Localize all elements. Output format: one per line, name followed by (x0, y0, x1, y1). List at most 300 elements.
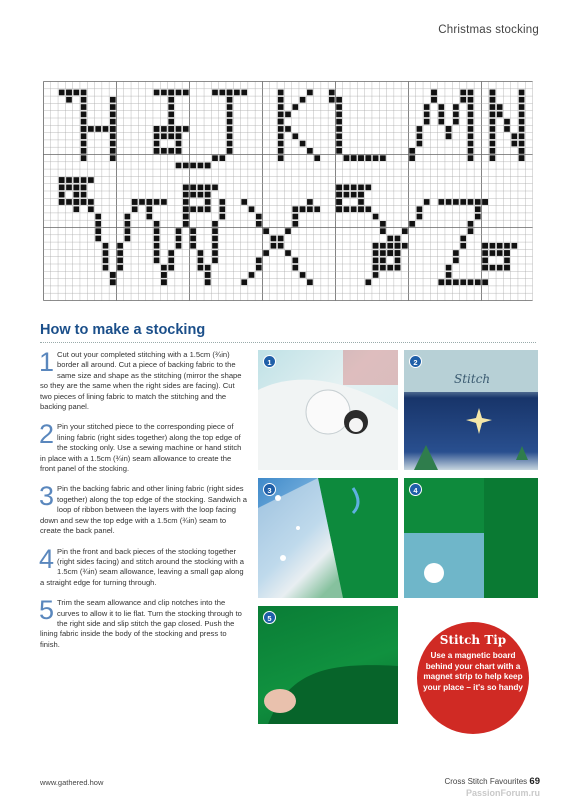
stitch-cell (519, 155, 525, 161)
stitch-cell (490, 97, 496, 103)
photo-step-2 (404, 350, 538, 470)
stitch-cell (263, 250, 269, 256)
stitch-cell (205, 192, 211, 198)
stitch-cell (468, 141, 474, 147)
stitch-cell (278, 141, 284, 147)
stitch-cell (241, 199, 247, 205)
stitch-cell (278, 90, 284, 96)
stitch-cell (161, 272, 167, 278)
stitch-cell (475, 199, 481, 205)
stitch-cell (380, 228, 386, 234)
stitch-cell (154, 133, 160, 139)
stitch-cell (205, 279, 211, 285)
stitch-cell (402, 228, 408, 234)
stitch-cell (519, 112, 525, 118)
stitch-cell (446, 272, 452, 278)
stitch-cell (103, 265, 109, 271)
stitch-cell (460, 243, 466, 249)
stitch-cell (468, 104, 474, 110)
stitch-cell (81, 126, 87, 132)
stitch-cell (475, 206, 481, 212)
photo-step-4 (404, 478, 538, 598)
stitch-cell (271, 243, 277, 249)
stitch-cell (176, 163, 182, 169)
stitch-cell (490, 104, 496, 110)
stitch-cell (504, 258, 510, 264)
stitch-cell (205, 265, 211, 271)
stitch-cell (278, 243, 284, 249)
stitch-cell (285, 126, 291, 132)
stitch-cell (110, 133, 116, 139)
stitch-cell (373, 243, 379, 249)
stitch-cell (183, 214, 189, 220)
stitch-cell (475, 214, 481, 220)
stitch-cell (387, 250, 393, 256)
stitch-cell (198, 250, 204, 256)
stitch-cell (212, 258, 218, 264)
stitch-cell (146, 199, 152, 205)
stitch-cell (125, 214, 131, 220)
stitch-cell (227, 133, 233, 139)
footer-website: www.gathered.how (40, 778, 104, 787)
stitch-cell (190, 206, 196, 212)
stitch-cell (95, 126, 101, 132)
stitch-cell (453, 199, 459, 205)
stitch-cell (161, 199, 167, 205)
stitch-cell (198, 265, 204, 271)
stitch-cell (329, 90, 335, 96)
stitch-cell (468, 221, 474, 227)
photo-step-1 (258, 350, 398, 470)
stitch-cell (110, 119, 116, 125)
stitch-cell (125, 228, 131, 234)
stitch-cell (95, 236, 101, 242)
stitch-cell (387, 236, 393, 242)
stitch-cell (103, 250, 109, 256)
step-text: Cut out your completed stitching with a 1.5cm (¾in) border all around. Cut a piece of backing fabric to the same size and shape as the stitching (mirror the shape so they are the same when the right sides are facing). Cut two pieces of lining fabric to match the stitching and the backing panel. (40, 350, 242, 412)
stitch-cell (219, 199, 225, 205)
stitch-cell (278, 236, 284, 242)
svg-text:Stitch: Stitch (454, 372, 491, 386)
stitch-cell (482, 279, 488, 285)
stitch-cell (365, 155, 371, 161)
stitch-cell (59, 185, 65, 191)
stitch-cell (336, 141, 342, 147)
stitch-cell (154, 236, 160, 242)
stitch-cell (336, 185, 342, 191)
stitch-cell (446, 126, 452, 132)
chart-grid-svg (40, 80, 536, 302)
stitch-cell (117, 243, 123, 249)
stitch-cell (219, 155, 225, 161)
stitch-cell (103, 243, 109, 249)
stitch-cell (490, 119, 496, 125)
stitch-cell (307, 148, 313, 154)
stitch-cell (59, 199, 65, 205)
stitch-cell (95, 228, 101, 234)
stitch-cell (161, 265, 167, 271)
stitch-cell (154, 141, 160, 147)
stitch-cell (351, 206, 357, 212)
stitch-cell (453, 279, 459, 285)
instruction-steps (39, 347, 248, 660)
stitch-cell (336, 126, 342, 132)
photo-number-badge: 4 (409, 483, 422, 496)
step-number: 3 (39, 481, 55, 512)
stitch-cell (125, 221, 131, 227)
stitch-cell (161, 90, 167, 96)
stitch-cell (198, 192, 204, 198)
stitch-cell (460, 90, 466, 96)
stitch-cell (438, 199, 444, 205)
stitch-cell (380, 155, 386, 161)
stitch-cell (176, 126, 182, 132)
step-text: Trim the seam allowance and clip notches into the curves to allow it to lie flat. Turn the stocking through to the right side and slip stitch the gap closed. Push the lining fabric inside the body of the stocking and press to finish. (40, 598, 242, 649)
stitch-cell (81, 177, 87, 183)
stitch-cell (176, 236, 182, 242)
stitch-cell (460, 199, 466, 205)
stitch-cell (409, 155, 415, 161)
stitch-cell (300, 272, 306, 278)
stitch-cell (66, 199, 72, 205)
stitch-cell (168, 112, 174, 118)
stitch-cell (176, 133, 182, 139)
stitch-cell (212, 228, 218, 234)
stitch-cell (205, 206, 211, 212)
tip-body: Use a magnetic board behind your chart with a magnet strip to help keep your place – it's so handy (423, 651, 523, 692)
stitch-cell (358, 199, 364, 205)
stitch-cell (446, 199, 452, 205)
cross-stitch-alphabet-chart (40, 80, 536, 302)
stitch-cell (482, 199, 488, 205)
stitch-cell (190, 192, 196, 198)
stitch-cell (490, 148, 496, 154)
stitch-cell (285, 250, 291, 256)
stitch-cell (81, 90, 87, 96)
stitch-cell (110, 141, 116, 147)
stitch-cell (351, 185, 357, 191)
photo-1-illustration (258, 350, 398, 470)
stitch-cell (212, 250, 218, 256)
stitch-cell (117, 265, 123, 271)
stitch-cell (417, 126, 423, 132)
stitch-cell (504, 250, 510, 256)
stitch-cell (292, 258, 298, 264)
stitch-cell (132, 199, 138, 205)
stitch-cell (168, 126, 174, 132)
stitch-cell (190, 185, 196, 191)
stitch-cell (81, 148, 87, 154)
stitch-cell (81, 192, 87, 198)
stitch-cell (66, 97, 72, 103)
stitch-cell (424, 199, 430, 205)
page-number: 69 (529, 776, 540, 787)
stitch-cell (285, 228, 291, 234)
stitch-cell (95, 214, 101, 220)
stitch-cell (73, 206, 79, 212)
stitch-cell (117, 258, 123, 264)
stitch-cell (497, 265, 503, 271)
stitch-cell (300, 97, 306, 103)
stitch-cell (256, 221, 262, 227)
stitch-cell (219, 90, 225, 96)
stitch-cell (95, 221, 101, 227)
stitch-cell (336, 133, 342, 139)
stitch-cell (161, 148, 167, 154)
stitch-cell (81, 141, 87, 147)
stitch-cell (497, 104, 503, 110)
stitch-cell (380, 243, 386, 249)
stitch-cell (497, 112, 503, 118)
stitch-cell (292, 104, 298, 110)
stitch-cell (314, 155, 320, 161)
stitch-cell (424, 104, 430, 110)
stitch-cell (190, 163, 196, 169)
tip-title: Stitch Tip (439, 633, 507, 647)
stitch-cell (88, 206, 94, 212)
stitch-cell (227, 119, 233, 125)
stitch-cell (380, 265, 386, 271)
stitch-tip-badge (417, 622, 529, 734)
stitch-cell (183, 163, 189, 169)
stitch-cell (519, 141, 525, 147)
stitch-cell (336, 104, 342, 110)
stitch-cell (358, 185, 364, 191)
stitch-cell (154, 243, 160, 249)
stitch-cell (307, 279, 313, 285)
stitch-cell (511, 133, 517, 139)
photo-2-illustration (404, 350, 538, 470)
stitch-cell (336, 112, 342, 118)
stitch-cell (424, 112, 430, 118)
stitch-cell (519, 104, 525, 110)
stitch-cell (256, 214, 262, 220)
stitch-cell (344, 185, 350, 191)
stitch-cell (110, 97, 116, 103)
stitch-cell (490, 155, 496, 161)
stitch-cell (300, 141, 306, 147)
stitch-cell (154, 90, 160, 96)
step-text: Pin the backing fabric and other lining fabric (right sides together) along the top edge of the stocking. Sandwich a loop of ribbon between the layers with the loop facing down and sew the top edge with a 1.5cm (¾in) seam to create the back panel. (40, 484, 248, 536)
stitch-cell (519, 90, 525, 96)
stitch-cell (307, 90, 313, 96)
stitch-cell (88, 126, 94, 132)
stitch-cell (73, 185, 79, 191)
stitch-cell (292, 206, 298, 212)
stitch-cell (431, 97, 437, 103)
stitch-cell (424, 119, 430, 125)
stitch-cell (183, 206, 189, 212)
stitch-cell (373, 258, 379, 264)
stitch-cell (358, 192, 364, 198)
stitch-cell (453, 258, 459, 264)
stitch-cell (490, 112, 496, 118)
stitch-cell (88, 177, 94, 183)
stitch-cell (81, 133, 87, 139)
stitch-cell (176, 243, 182, 249)
stitch-cell (468, 199, 474, 205)
stitch-cell (490, 243, 496, 249)
stitch-cell (402, 243, 408, 249)
stitch-cell (212, 90, 218, 96)
stitch-cell (176, 90, 182, 96)
stitch-cell (212, 243, 218, 249)
stitch-cell (395, 236, 401, 242)
stitch-cell (329, 97, 335, 103)
stitch-cell (519, 119, 525, 125)
step-number: 4 (39, 543, 55, 574)
stitch-cell (490, 126, 496, 132)
stitch-cell (73, 90, 79, 96)
stitch-cell (66, 185, 72, 191)
stitch-cell (482, 258, 488, 264)
stitch-cell (154, 148, 160, 154)
stitch-cell (490, 90, 496, 96)
stitch-cell (81, 155, 87, 161)
stitch-cell (409, 148, 415, 154)
stitch-cell (438, 112, 444, 118)
stitch-cell (227, 112, 233, 118)
stitch-cell (168, 90, 174, 96)
stitch-cell (438, 104, 444, 110)
stitch-cell (380, 250, 386, 256)
stitch-cell (110, 155, 116, 161)
stitch-cell (504, 126, 510, 132)
stitch-cell (314, 206, 320, 212)
stitch-cell (227, 126, 233, 132)
stitch-cell (168, 104, 174, 110)
stitch-cell (132, 206, 138, 212)
stitch-cell (300, 206, 306, 212)
step-5 (39, 595, 248, 650)
stitch-cell (227, 148, 233, 154)
stitch-cell (81, 199, 87, 205)
stitch-cell (161, 133, 167, 139)
stitch-cell (154, 228, 160, 234)
stitch-cell (336, 206, 342, 212)
stitch-cell (497, 250, 503, 256)
stitch-cell (103, 258, 109, 264)
stitch-cell (380, 258, 386, 264)
stitch-cell (373, 250, 379, 256)
magazine-name: Cross Stitch Favourites (444, 777, 528, 786)
photo-number-badge: 5 (263, 611, 276, 624)
stitch-cell (278, 148, 284, 154)
stitch-cell (103, 126, 109, 132)
stitch-cell (154, 126, 160, 132)
stitch-cell (154, 221, 160, 227)
stitch-cell (110, 126, 116, 132)
photo-number-badge: 3 (263, 483, 276, 496)
stitch-cell (519, 133, 525, 139)
stitch-cell (373, 155, 379, 161)
stitch-cell (519, 97, 525, 103)
stitch-cell (468, 119, 474, 125)
stitch-cell (212, 185, 218, 191)
stitch-cell (278, 133, 284, 139)
stitch-cell (278, 119, 284, 125)
stitch-cell (190, 236, 196, 242)
stitch-cell (139, 199, 145, 205)
stitch-cell (438, 119, 444, 125)
stitch-cell (446, 279, 452, 285)
stitch-cell (468, 126, 474, 132)
stitch-cell (59, 90, 65, 96)
stitch-cell (154, 199, 160, 205)
stitch-cell (446, 265, 452, 271)
stitch-cell (66, 90, 72, 96)
photo-4-illustration (404, 478, 538, 598)
stitch-cell (519, 148, 525, 154)
step-number: 2 (39, 419, 55, 450)
stitch-cell (190, 228, 196, 234)
stitch-cell (482, 250, 488, 256)
stitch-cell (219, 206, 225, 212)
stitch-cell (395, 250, 401, 256)
stitch-cell (110, 148, 116, 154)
stitch-cell (519, 126, 525, 132)
stitch-cell (468, 97, 474, 103)
stitch-cell (110, 104, 116, 110)
stitch-cell (387, 265, 393, 271)
step-number: 1 (39, 347, 55, 377)
step-2 (39, 419, 248, 474)
step-4 (39, 543, 248, 589)
stitch-cell (168, 133, 174, 139)
stitch-cell (205, 199, 211, 205)
stitch-cell (212, 155, 218, 161)
stitch-cell (146, 214, 152, 220)
stitch-cell (73, 177, 79, 183)
stitch-cell (198, 258, 204, 264)
stitch-cell (168, 119, 174, 125)
stitch-cell (490, 141, 496, 147)
stitch-cell (219, 214, 225, 220)
stitch-cell (438, 279, 444, 285)
photo-5-illustration (258, 606, 398, 724)
stitch-cell (468, 112, 474, 118)
photo-step-3 (258, 478, 398, 598)
stitch-cell (198, 206, 204, 212)
stitch-cell (176, 141, 182, 147)
stitch-cell (146, 206, 152, 212)
stitch-cell (110, 272, 116, 278)
stitch-cell (446, 133, 452, 139)
photo-number-badge: 2 (409, 355, 422, 368)
section-label: Christmas stocking (438, 24, 539, 36)
stitch-cell (344, 192, 350, 198)
stitch-cell (417, 214, 423, 220)
stitch-cell (73, 199, 79, 205)
stitch-cell (417, 206, 423, 212)
stitch-cell (307, 206, 313, 212)
stitch-cell (198, 163, 204, 169)
stitch-cell (241, 90, 247, 96)
stitch-cell (88, 199, 94, 205)
stitch-cell (336, 192, 342, 198)
stitch-cell (468, 279, 474, 285)
stitch-cell (183, 221, 189, 227)
stitch-cell (482, 243, 488, 249)
stitch-cell (395, 243, 401, 249)
stitch-cell (344, 155, 350, 161)
stitch-cell (395, 265, 401, 271)
stitch-cell (490, 265, 496, 271)
watermark: PassionForum.ru (465, 788, 540, 798)
stitch-cell (504, 243, 510, 249)
stitch-cell (205, 272, 211, 278)
stitch-cell (365, 206, 371, 212)
